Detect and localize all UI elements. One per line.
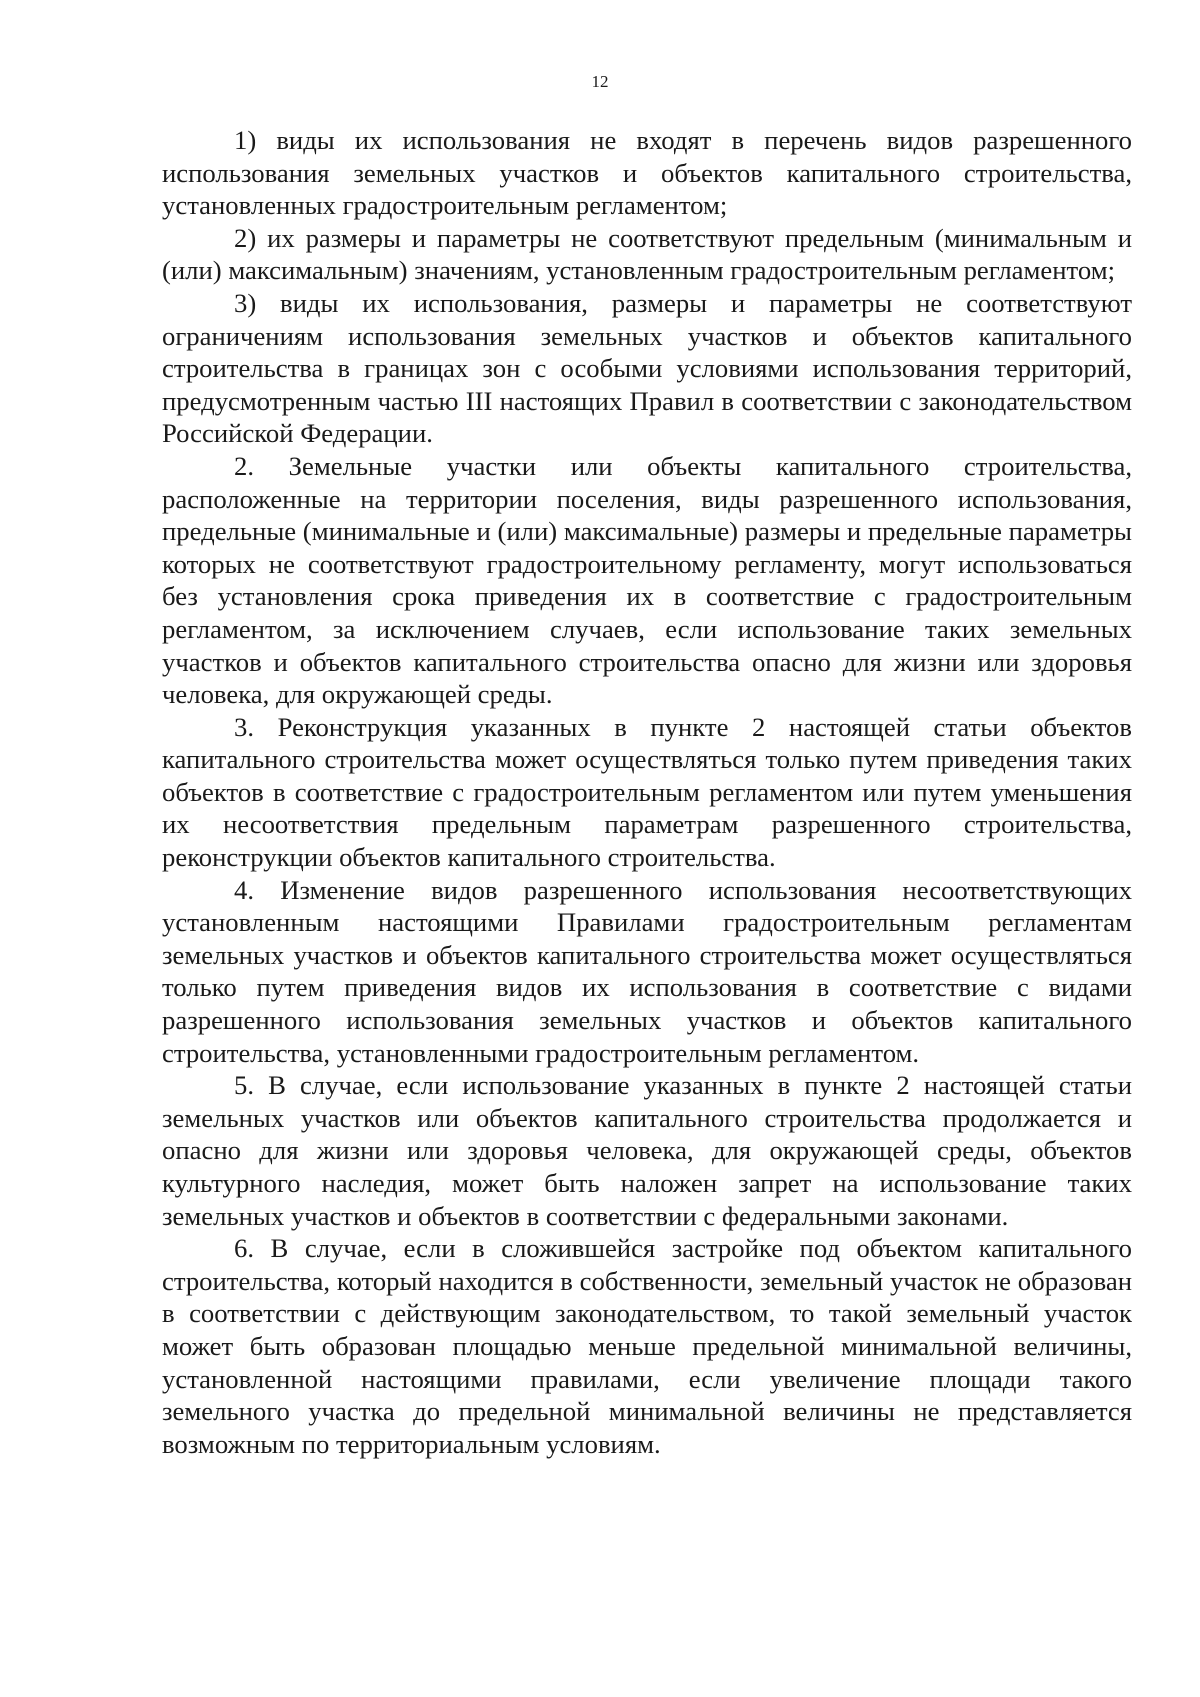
paragraph-section-4: 4. Изменение видов разрешенного использования несоответствующих установленным настоящими Правилами градостроительным регламентам земельных участков и объектов капитального строительства может осуществляться только путем приведения видов их использования в соответствие с видами разрешенного использования земельных участков и объектов капитального строительства, установленными градостроительным регламентом.	[162, 874, 1132, 1068]
paragraph-section-5: 5. В случае, если использование указанных в пункте 2 настоящей статьи земельных участков или объектов капитального строительства продолжается и опасно для жизни или здоровья человека, для окружающей среды, объектов культурного наследия, может быть наложен запрет на использование таких земельных участков и объектов в соответствии с федеральными законами.	[162, 1070, 1132, 1231]
paragraph-section-2: 2. Земельные участки или объекты капитального строительства, расположенные на территории поселения, виды разрешенного использования, предельные (минимальные и (или) максимальные) размеры и предельные параметры которых не соответствуют градостроительному регламенту, могут использоваться без установления срока приведения их в соответствие с градостроительным регламентом, за исключением случаев, если использование таких земельных участков и объектов капитального строительства опасно для жизни или здоровья человека, для окружающей среды.	[162, 450, 1132, 710]
paragraph-item-1: 1) виды их использования не входят в перечень видов разрешенного использования земельных участков и объектов капитального строительства, установленных градостроительным регламентом;	[162, 125, 1132, 221]
page-number: 12	[591, 72, 609, 91]
paragraph-section-3: 3. Реконструкция указанных в пункте 2 настоящей статьи объектов капитального строительства может осуществляться только путем приведения таких объектов в соответствие с градостроительным регламентом или путем уменьшения их несоответствия предельным параметрам разрешенного строительства, реконструкции объектов капитального строительства.	[162, 711, 1132, 873]
document-body	[162, 124, 1132, 1460]
paragraph-item-2: 2) их размеры и параметры не соответствуют предельным (минимальным и (или) максимальным) значениям, установленным градостроительным регламентом;	[162, 222, 1132, 286]
paragraph-item-3: 3) виды их использования, размеры и параметры не соответствуют ограничениям использования земельных участков и объектов капитального строительства в границах зон с особыми условиями использования территорий, предусмотренным частью III настоящих Правил в соответствии с законодательством Российской Федерации.	[162, 287, 1132, 449]
paragraph-section-6: 6. В случае, если в сложившейся застройке под объектом капитального строительства, который находится в собственности, земельный участок не образован в соответствии с действующим законодательством, то такой земельный участок может быть образован площадью меньше предельной минимальной величины, установленной настоящими правилами, если увеличение площади такого земельного участка до предельной минимальной величины не представляется возможным по территориальным условиям.	[162, 1233, 1132, 1459]
